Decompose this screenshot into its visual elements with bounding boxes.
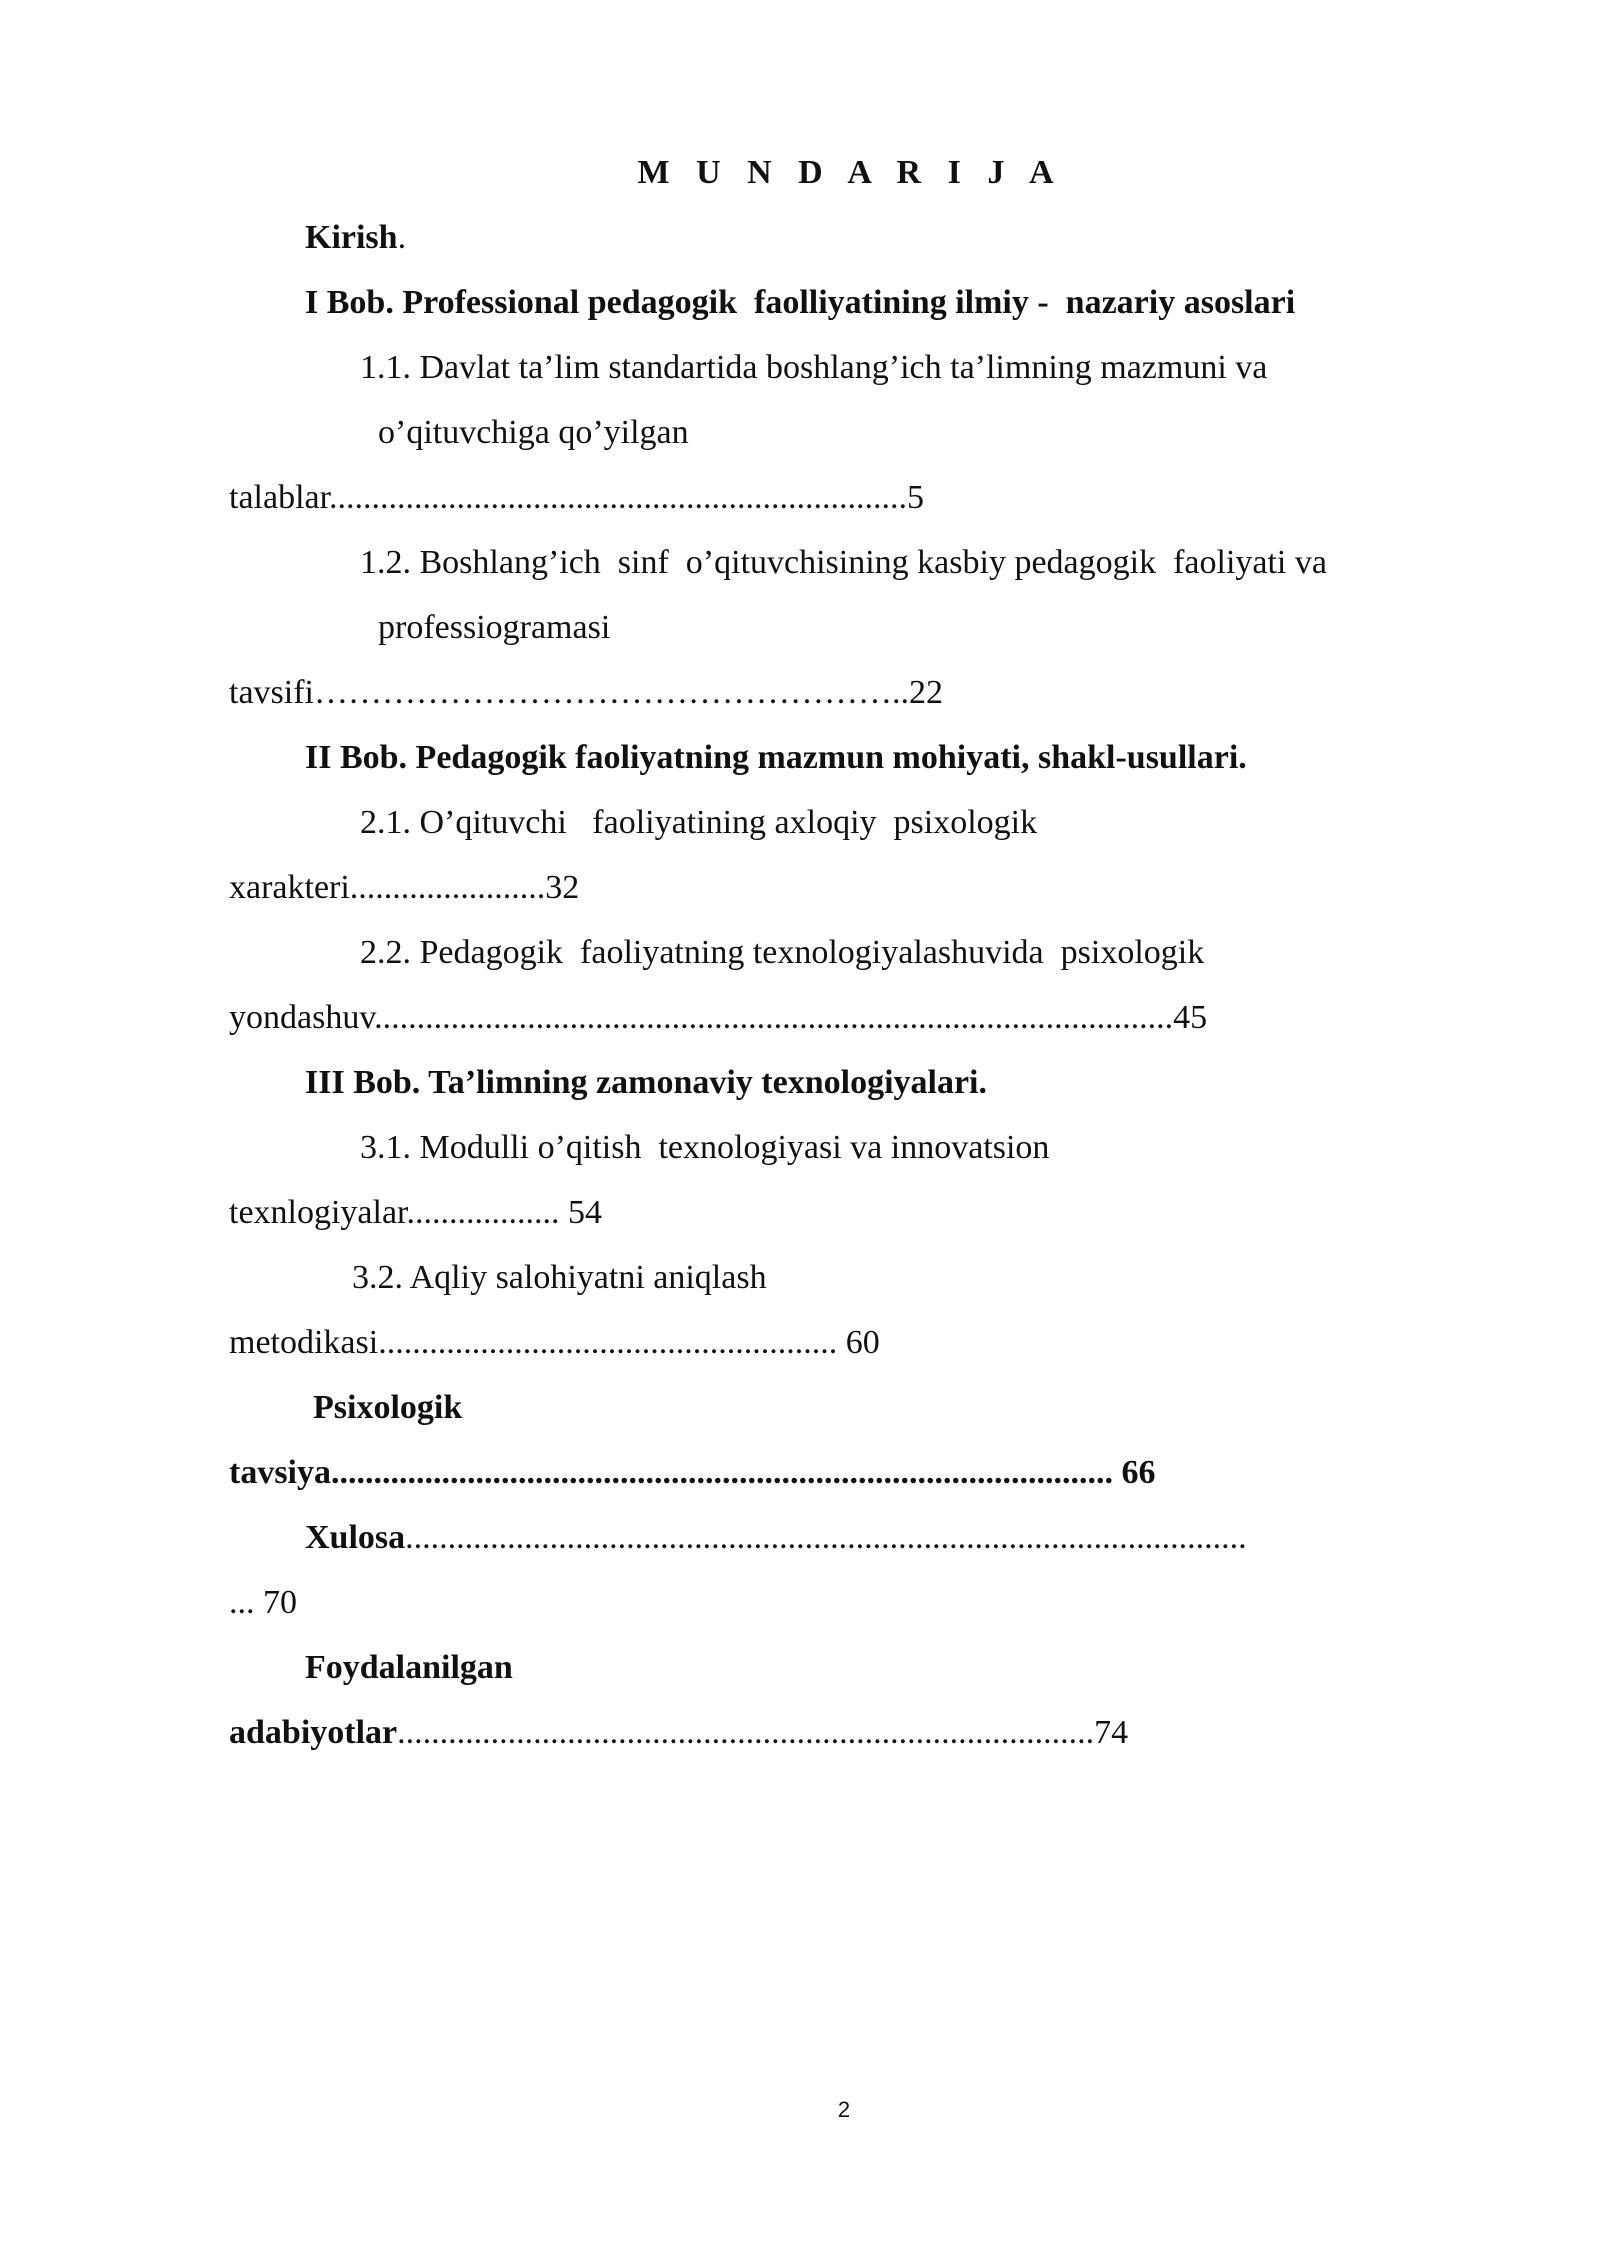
toc-entry-intro-suffix: . <box>397 219 407 256</box>
toc-section-1-2-line-1: 1.2. Boshlang’ich sinf o’qituvchisining kasbiy pedagogik faoliyati va <box>360 544 1327 581</box>
toc-references-label: adabiyotlar <box>229 1714 398 1751</box>
toc-recommendation-heading: Psixologik <box>313 1389 463 1426</box>
toc-section-3-1-line-1: 3.1. Modulli o’qitish texnologiyasi va innovatsion <box>360 1129 1050 1166</box>
toc-section-2-2-line-1: 2.2. Pedagogik faoliyatning texnologiyalashuvida psixologik <box>360 934 1205 971</box>
toc-chapter-2-heading: II Bob. Pedagogik faoliyatning mazmun mohiyati, shakl-usullari. <box>305 739 1247 776</box>
toc-chapter-3-heading: III Bob. Ta’limning zamonaviy texnologiyalari. <box>305 1064 987 1101</box>
page-number: 2 <box>837 2097 851 2122</box>
toc-conclusion-label: Xulosa <box>305 1519 406 1556</box>
toc-section-3-2-line-1: 3.2. Aqliy salohiyatni aniqlash <box>352 1259 767 1296</box>
toc-section-2-1-leader: xarakteri.......................32 <box>229 869 580 906</box>
toc-section-1-2-leader: tavsifi……………………………………………..22 <box>229 674 943 711</box>
toc-section-2-2-leader: yondashuv..............................................................................................45 <box>229 999 1208 1036</box>
toc-entry-intro <box>305 218 406 258</box>
toc-references-leader: ..................................................................................74 <box>397 1714 1129 1751</box>
toc-section-1-2-line-2: professiogramasi <box>378 609 611 646</box>
page-title: M U N D A R I J A <box>637 154 1063 191</box>
toc-conclusion-page: ... 70 <box>229 1584 297 1621</box>
toc-section-2-1-line-1: 2.1. O’qituvchi faoliyatining axloqiy psixologik <box>360 804 1038 841</box>
toc-section-1-1-line-1: 1.1. Davlat ta’lim standartida boshlang’ich ta’limning mazmuni va <box>360 349 1268 386</box>
toc-references-line <box>229 1713 1128 1753</box>
toc-section-3-1-leader: texnlogiyalar.................. 54 <box>229 1194 603 1231</box>
toc-chapter-1-heading: I Bob. Professional pedagogik faolliyatining ilmiy - nazariy asoslari <box>305 284 1296 321</box>
toc-section-3-2-leader: metodikasi...................................................... 60 <box>229 1324 880 1361</box>
toc-recommendation-leader: tavsiya............................................................................................ 66 <box>229 1454 1156 1491</box>
toc-section-1-1-line-2: o’qituvchiga qo’yilgan <box>378 414 689 451</box>
toc-entry-intro-label: Kirish <box>305 219 398 256</box>
toc-section-1-1-leader: talablar....................................................................5 <box>229 479 925 516</box>
toc-references-heading: Foydalanilgan <box>305 1649 513 1686</box>
toc-conclusion-line-1 <box>305 1518 1247 1558</box>
toc-conclusion-leader: ................................................................................................... <box>405 1519 1247 1556</box>
